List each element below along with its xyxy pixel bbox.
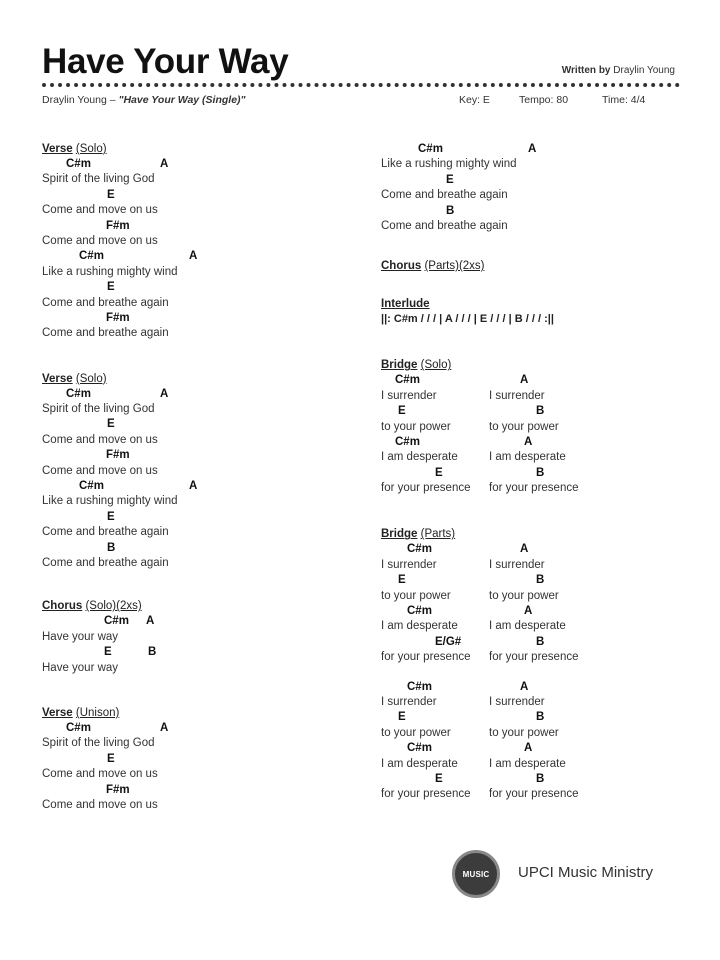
chord-symbol: B [107, 541, 116, 554]
chord-symbol: F#m [106, 783, 130, 796]
lyric-part-a: I am desperate [381, 451, 458, 464]
lyric-line: Like a rushing mighty wind [381, 158, 517, 171]
lyric-line: Come and breathe again [42, 327, 169, 340]
chord-symbol: E [107, 418, 115, 431]
chord-line [381, 142, 681, 157]
chord-symbol: B [148, 646, 157, 659]
chord-line [42, 479, 352, 494]
chord-symbol: E/G# [435, 635, 462, 648]
chord-symbol: A [524, 435, 533, 448]
song-section [42, 599, 352, 676]
artist-line [42, 94, 246, 106]
chord-line [381, 604, 681, 619]
section-heading [381, 297, 681, 312]
lyric-part-b: for your presence [489, 651, 579, 664]
chord-line [381, 573, 681, 588]
spacer [381, 274, 681, 297]
lyric-line [381, 695, 681, 710]
chord-symbol: E [398, 405, 406, 418]
lyric-line [381, 481, 681, 496]
lyric-part-a: for your presence [381, 482, 471, 495]
chord-symbol: F#m [106, 219, 130, 232]
lyric-part-a: I surrender [381, 695, 437, 708]
lyric-line: Come and breathe again [42, 296, 169, 309]
lyric-line: Come and move on us [42, 798, 158, 811]
song-section [42, 372, 352, 572]
chord-symbol: C#m [407, 742, 432, 755]
chord-symbol: C#m [395, 435, 420, 448]
section-heading [42, 372, 352, 387]
section-name: Chorus [42, 600, 83, 613]
lyric-line: Come and move on us [42, 433, 158, 446]
chord-symbol: C#m [79, 480, 104, 493]
chord-symbol: C#m [66, 158, 91, 170]
chord-symbol: B [536, 772, 545, 785]
lyric-part-a: to your power [381, 589, 451, 602]
chord-line [42, 157, 352, 172]
chord-line [42, 387, 352, 402]
lyric-line [381, 726, 681, 741]
lyric-line [381, 619, 681, 634]
chord-line [381, 542, 681, 557]
lyric-line: Have your way [42, 630, 119, 643]
lyric-line: Spirit of the living God [42, 737, 155, 750]
lyric-part-b: I am desperate [489, 451, 566, 464]
lyric-part-a: I am desperate [381, 620, 458, 633]
right-column [381, 142, 681, 803]
chord-line [381, 635, 681, 650]
section-note: (Solo) [420, 359, 452, 372]
song-title: Have Your Way [42, 42, 289, 81]
chord-symbol: A [520, 543, 529, 556]
lyric-line: Like a rushing mighty wind [42, 495, 178, 508]
chord-symbol: A [520, 680, 529, 693]
lyric-line [381, 757, 681, 772]
chord-symbol: A [160, 158, 169, 170]
chord-line [42, 249, 352, 264]
logo-text: MUSIC [462, 869, 490, 879]
chord-symbol: A [160, 387, 169, 400]
chord-line [42, 614, 352, 629]
lyric-line: Spirit of the living God [42, 403, 155, 416]
lyric-part-b: I surrender [489, 558, 545, 571]
chord-line [42, 510, 352, 525]
chord-symbol: A [146, 615, 155, 628]
music-logo [452, 850, 500, 898]
lyric-part-a: to your power [381, 420, 451, 433]
chord-line [42, 219, 352, 234]
chord-line [42, 645, 352, 660]
chord-symbol: C#m [104, 615, 129, 628]
interlude-progression: ||: C#m / / / | A / / / | E / / / | B / / / :|| [381, 313, 554, 326]
lyric-line: Come and move on us [42, 768, 158, 781]
section-note: (Unison) [75, 706, 120, 719]
chord-symbol: C#m [407, 680, 432, 693]
chord-line [381, 173, 681, 188]
spacer [381, 496, 681, 527]
chord-symbol: E [107, 752, 115, 765]
section-name: Verse [42, 143, 73, 155]
lyric-line [381, 558, 681, 573]
lyric-part-b: I surrender [489, 389, 545, 402]
spacer [42, 676, 352, 706]
lyric-part-b: to your power [489, 420, 559, 433]
lyric-line [381, 650, 681, 665]
chord-line [42, 752, 352, 767]
section-heading [42, 706, 352, 721]
chord-line [381, 204, 681, 219]
section-name: Interlude [381, 298, 430, 311]
chord-symbol: C#m [79, 250, 104, 263]
chord-symbol: F#m [106, 449, 130, 462]
lyric-part-b: I am desperate [489, 757, 566, 770]
section-note: (Parts) [420, 528, 456, 541]
lyric-line: Come and breathe again [42, 556, 169, 569]
chord-line [42, 721, 352, 736]
chord-symbol: F#m [106, 311, 130, 324]
lyric-line: Come and move on us [42, 464, 158, 477]
chord-symbol: B [536, 466, 545, 479]
lyric-line: Come and breathe again [42, 526, 169, 539]
chord-line [42, 280, 352, 295]
chord-line [42, 417, 352, 432]
chord-line [42, 448, 352, 463]
lyric-part-b: to your power [489, 726, 559, 739]
section-name: Bridge [381, 359, 418, 372]
section-name: Chorus [381, 260, 422, 273]
organization-name: UPCI Music Ministry [518, 864, 654, 881]
chord-symbol: B [446, 204, 455, 217]
chord-symbol: B [536, 405, 545, 418]
chord-symbol: E [107, 510, 115, 523]
lyric-part-b: I am desperate [489, 620, 566, 633]
chord-symbol: A [189, 480, 198, 493]
lyric-line [381, 450, 681, 465]
left-column [42, 142, 352, 813]
chord-line [381, 772, 681, 787]
lyric-part-a: to your power [381, 726, 451, 739]
lyric-line [381, 589, 681, 604]
chord-line [42, 783, 352, 798]
writer-name: Draylin Young [613, 65, 675, 76]
section-name: Bridge [381, 528, 418, 541]
chord-line [42, 188, 352, 203]
chord-symbol: B [536, 635, 545, 648]
chord-symbol: A [528, 143, 537, 155]
chord-line [381, 710, 681, 725]
chord-line [42, 311, 352, 326]
spacer [381, 666, 681, 680]
lyric-part-b: to your power [489, 589, 559, 602]
chord-symbol: E [104, 646, 112, 659]
chord-line [381, 404, 681, 419]
chord-symbol: A [520, 374, 529, 387]
song-section [42, 706, 352, 813]
song-tempo: Tempo: 80 [519, 94, 569, 106]
chord-line [381, 373, 681, 388]
lyric-line [381, 389, 681, 404]
section-heading [42, 142, 352, 157]
chord-line [381, 741, 681, 756]
lyric-part-b: for your presence [489, 482, 579, 495]
chord-line [42, 541, 352, 556]
chord-symbol: E [446, 173, 454, 186]
time-signature: Time: 4/4 [602, 94, 646, 106]
written-by [562, 65, 675, 76]
song-key: Key: E [459, 94, 490, 106]
chord-symbol: C#m [395, 374, 420, 387]
spacer [381, 327, 681, 358]
song-section [42, 142, 352, 342]
lyric-part-b: for your presence [489, 788, 579, 801]
chord-symbol: B [536, 574, 545, 587]
section-heading [42, 599, 352, 614]
chord-symbol: C#m [407, 605, 432, 618]
chord-symbol: E [435, 772, 443, 785]
artist-name: Draylin Young – [42, 94, 116, 106]
chord-symbol: C#m [407, 543, 432, 556]
section-note: (Parts)(2xs) [424, 260, 485, 273]
lyric-part-a: I surrender [381, 389, 437, 402]
chord-symbol: C#m [66, 387, 91, 400]
section-name: Verse [42, 706, 73, 719]
chord-symbol: A [524, 742, 533, 755]
chord-symbol: E [107, 281, 115, 294]
lyric-part-a: for your presence [381, 651, 471, 664]
lyric-part-a: for your presence [381, 788, 471, 801]
chord-symbol: A [189, 250, 198, 263]
section-note: (Solo) [75, 372, 107, 385]
chord-line [381, 466, 681, 481]
dotted-divider [42, 83, 680, 87]
chord-line [381, 435, 681, 450]
chord-symbol: A [160, 721, 169, 734]
lyric-part-a: I surrender [381, 558, 437, 571]
lyric-line: Come and breathe again [381, 219, 508, 232]
chord-symbol: C#m [66, 721, 91, 734]
lyric-line: Like a rushing mighty wind [42, 265, 178, 278]
written-by-label: Written by [561, 65, 611, 76]
section-note: (Solo) [75, 143, 107, 155]
lyric-line: Come and breathe again [381, 189, 508, 202]
chord-symbol: E [435, 466, 443, 479]
chord-line [381, 680, 681, 695]
section-heading [381, 358, 681, 373]
spacer [42, 571, 352, 599]
spacer [42, 342, 352, 372]
lyric-line: Spirit of the living God [42, 173, 155, 186]
chord-symbol: C#m [418, 143, 443, 155]
section-heading [381, 259, 681, 274]
lyric-line: Come and move on us [42, 234, 158, 247]
album-name: "Have Your Way (Single)" [118, 94, 246, 106]
lyric-line [381, 787, 681, 802]
chord-symbol: E [398, 711, 406, 724]
chord-symbol: E [398, 574, 406, 587]
lyric-line [381, 420, 681, 435]
section-note: (Solo)(2xs) [85, 600, 142, 613]
lyric-part-b: I surrender [489, 695, 545, 708]
lyric-line: Come and move on us [42, 204, 158, 217]
section-heading [381, 527, 681, 542]
chord-symbol: E [107, 188, 115, 201]
chord-symbol: B [536, 711, 545, 724]
lyric-part-a: I am desperate [381, 757, 458, 770]
spacer [381, 234, 681, 259]
section-name: Verse [42, 372, 73, 385]
lyric-line: Have your way [42, 661, 119, 674]
chord-symbol: A [524, 605, 533, 618]
